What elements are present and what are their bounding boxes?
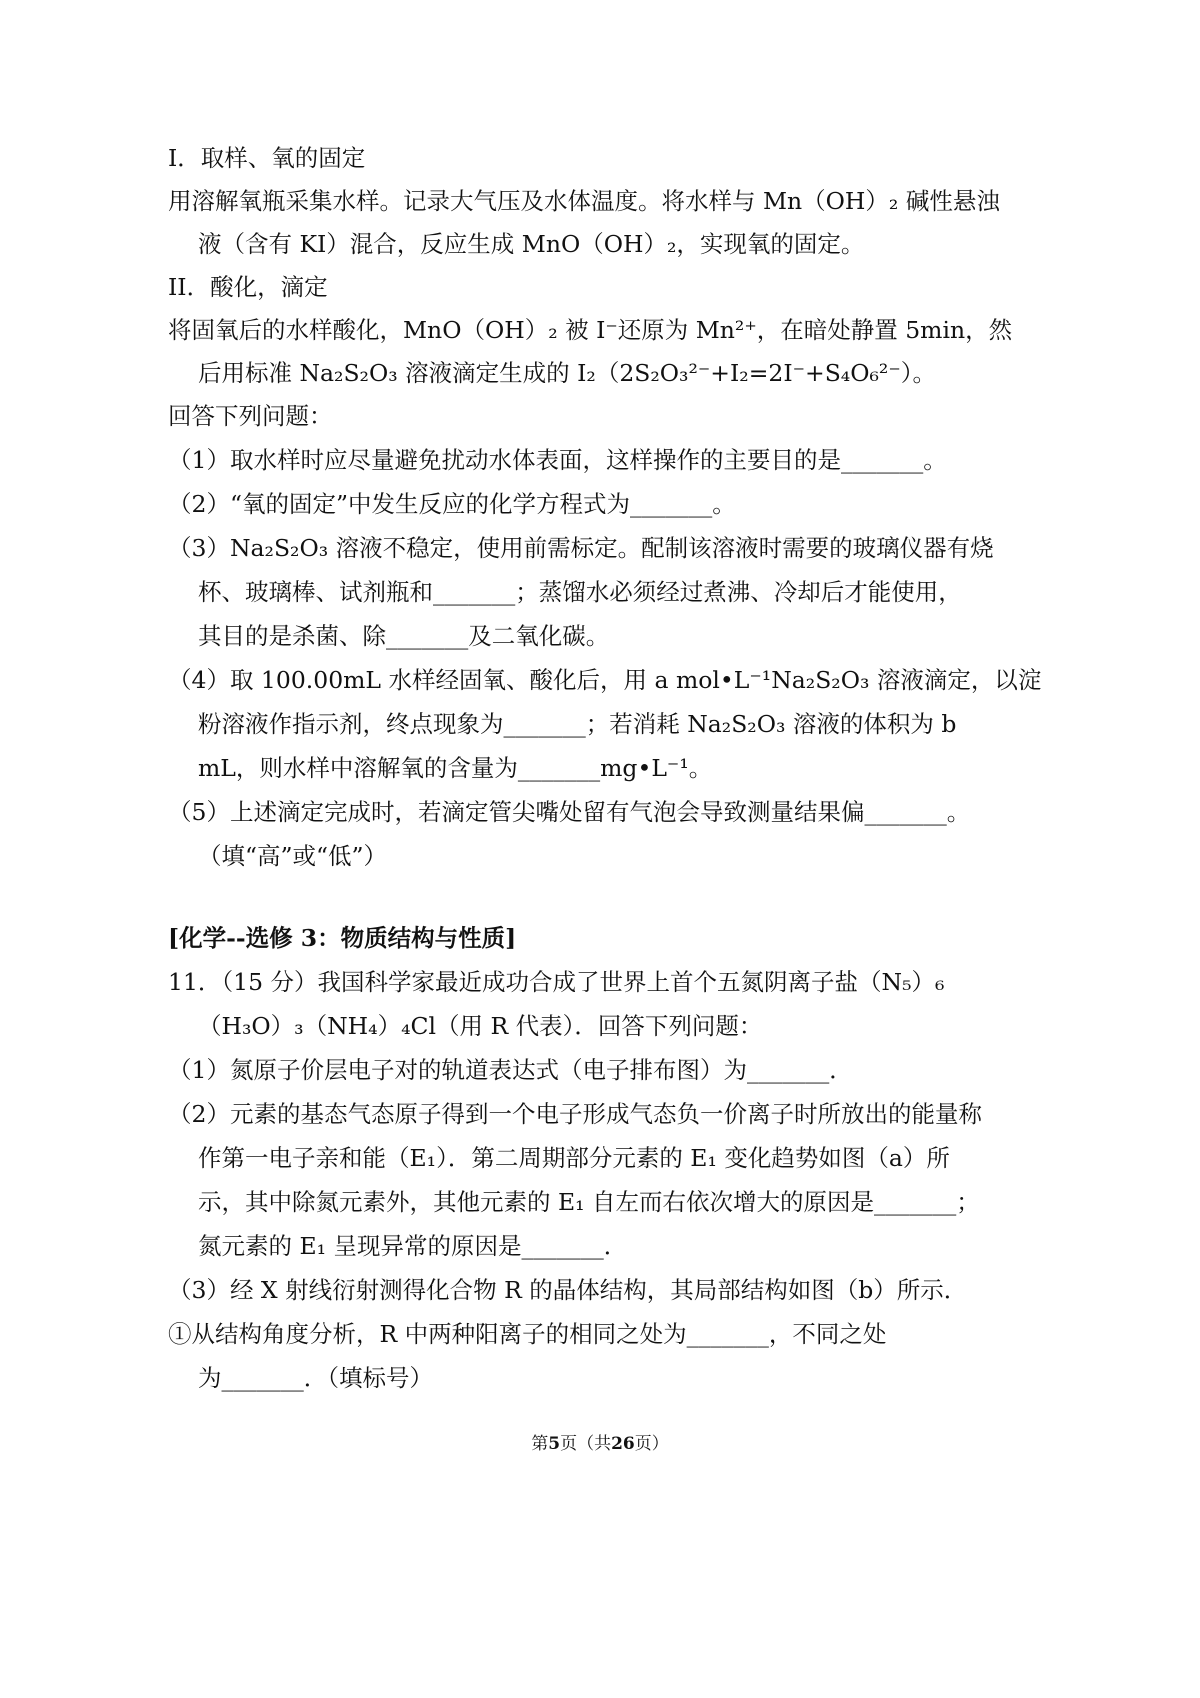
footer-mid: 页（共 <box>560 1434 612 1454</box>
question-10-4-line-1: （4）取 100.00mL 水样经固氧、酸化后，用 a mol•L⁻¹Na₂S₂O₃ 溶液滴定，以淀 <box>168 666 1042 694</box>
footer-page-number: 5 <box>548 1434 561 1454</box>
footer-total-pages: 26 <box>611 1434 635 1454</box>
question-11-3-part-1-line-1: ①从结构角度分析，R 中两种阳离子的相同之处为_______，不同之处 <box>168 1320 887 1348</box>
elective-heading: [化学--选修 3：物质结构与性质] <box>168 924 517 952</box>
footer-suffix: 页） <box>634 1434 669 1454</box>
question-11-intro-line-2: （H₃O）₃（NH₄）₄Cl（用 R 代表）．回答下列问题： <box>198 1012 763 1040</box>
question-10-3-line-2: 杯、玻璃棒、试剂瓶和_______；蒸馏水必须经过煮沸、冷却后才能使用， <box>198 578 962 606</box>
section-II-line-1: 将固氧后的水样酸化，MnO（OH）₂ 被 I⁻还原为 Mn²⁺，在暗处静置 5min，然 <box>168 316 1013 344</box>
question-10-4-line-3: mL，则水样中溶解氧的含量为_______mg•L⁻¹。 <box>198 754 713 782</box>
question-10-2: （2）“氧的固定”中发生反应的化学方程式为_______。 <box>168 490 736 518</box>
question-11-3-part-1-line-2: 为_______．（填标号） <box>198 1364 433 1392</box>
section-I-heading: I．取样、氧的固定 <box>168 144 366 172</box>
question-11-intro-line-1: 11．（15 分）我国科学家最近成功合成了世界上首个五氮阴离子盐（N₅）₆ <box>168 968 945 996</box>
question-10-4-line-2: 粉溶液作指示剂，终点现象为_______；若消耗 Na₂S₂O₃ 溶液的体积为 b <box>198 710 957 738</box>
question-11-1: （1）氮原子价层电子对的轨道表达式（电子排布图）为_______． <box>168 1056 853 1084</box>
section-II-line-2: 后用标准 Na₂S₂O₃ 溶液滴定生成的 I₂（2S₂O₃²⁻+I₂=2I⁻+S₄O₆²⁻）。 <box>198 359 936 387</box>
section-I-line-2: 液（含有 KI）混合，反应生成 MnO（OH）₂，实现氧的固定。 <box>198 230 865 258</box>
footer-prefix: 第 <box>531 1434 549 1454</box>
question-10-1: （1）取水样时应尽量避免扰动水体表面，这样操作的主要目的是_______。 <box>168 446 947 474</box>
section-II-heading: II．酸化，滴定 <box>168 273 328 301</box>
section-I-line-1: 用溶解氧瓶采集水样。记录大气压及水体温度。将水样与 Mn（OH）₂ 碱性悬浊 <box>168 187 1000 215</box>
question-11-2-line-3: 示，其中除氮元素外，其他元素的 E₁ 自左而右依次增大的原因是_______； <box>198 1188 980 1216</box>
question-11-2-line-4: 氮元素的 E₁ 呈现异常的原因是_______． <box>198 1232 628 1260</box>
question-10-3-line-3: 其目的是杀菌、除_______及二氧化碳。 <box>198 622 610 650</box>
question-11-2-line-1: （2）元素的基态气态原子得到一个电子形成气态负一价离子时所放出的能量称 <box>168 1100 982 1128</box>
question-10-5-line-2: （填“高”或“低”） <box>198 842 388 870</box>
question-10-5-line-1: （5）上述滴定完成时，若滴定管尖嘴处留有气泡会导致测量结果偏_______。 <box>168 798 971 826</box>
answer-prompt: 回答下列问题： <box>168 402 333 430</box>
question-11-2-line-2: 作第一电子亲和能（E₁）．第二周期部分元素的 E₁ 变化趋势如图（a）所 <box>198 1144 950 1172</box>
question-10-3-line-1: （3）Na₂S₂O₃ 溶液不稳定，使用前需标定。配制该溶液时需要的玻璃仪器有烧 <box>168 534 994 562</box>
question-11-3: （3）经 X 射线衍射测得化合物 R 的晶体结构，其局部结构如图（b）所示． <box>168 1276 968 1304</box>
page-footer <box>0 1432 1200 1456</box>
